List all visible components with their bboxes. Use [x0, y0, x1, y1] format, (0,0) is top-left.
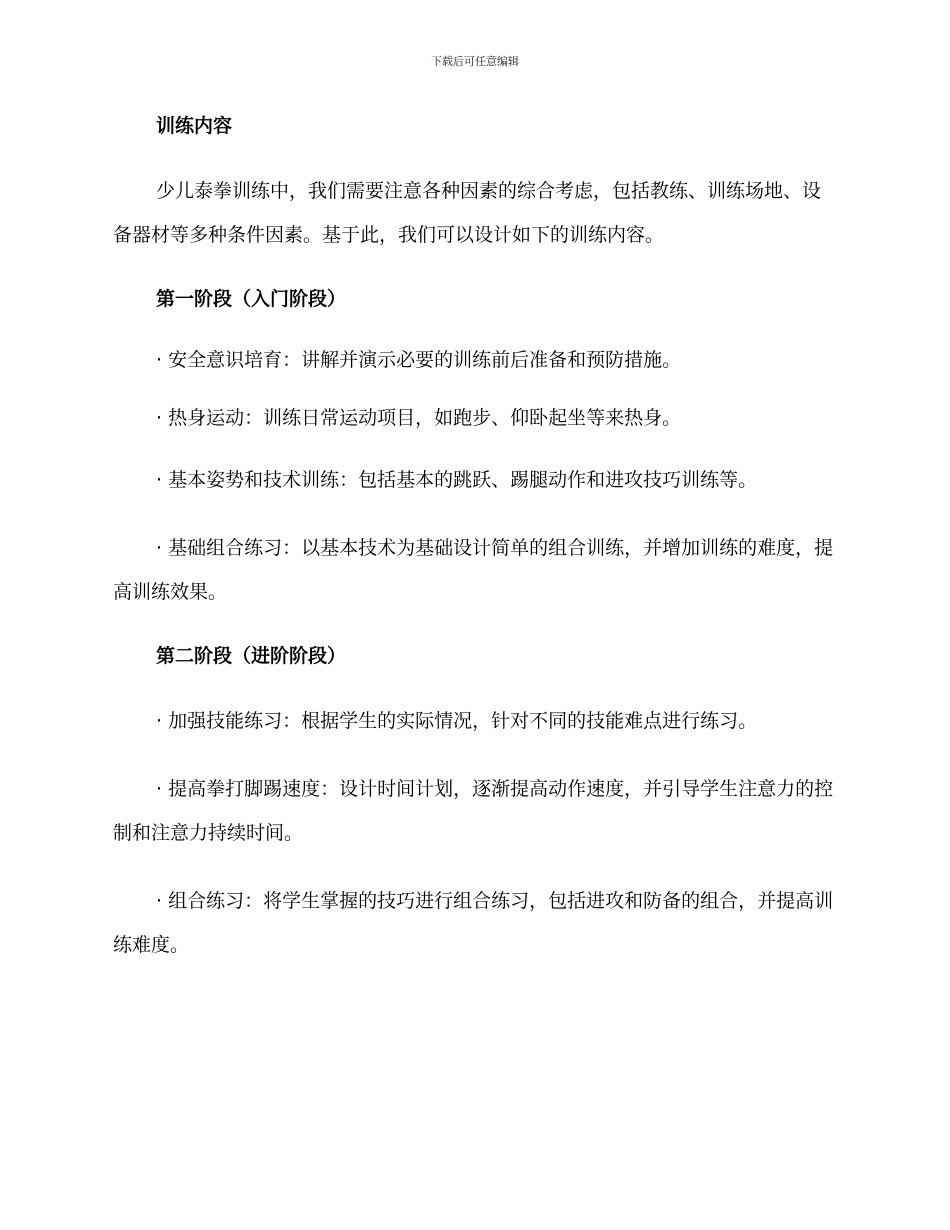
- document-body: [113, 108, 835, 991]
- stage1-item: · 基础组合练习：以基本技术为基础设计简单的组合训练，并增加训练的难度，提高训练效果。: [113, 537, 834, 603]
- header-note: 下载后可任意编辑: [431, 55, 519, 68]
- intro-paragraph: 少儿泰拳训练中，我们需要注意各种因素的综合考虑，包括教练、训练场地、设备器材等多种条件因素。基于此，我们可以设计如下的训练内容。: [113, 180, 822, 246]
- stage2-heading: 第二阶段（进阶阶段）: [156, 645, 347, 667]
- stage1-item: · 安全意识培育：讲解并演示必要的训练前后准备和预防措施。: [156, 349, 682, 371]
- stage2-item: · 提高拳打脚踢速度：设计时间计划，逐渐提高动作速度，并引导学生注意力的控制和注意力持续时间。: [113, 778, 834, 844]
- stage2-item: · 加强技能练习：根据学生的实际情况，针对不同的技能难点进行练习。: [156, 710, 758, 732]
- stage1-heading: 第一阶段（入门阶段）: [156, 288, 347, 310]
- stage1-item: · 基本姿势和技术训练：包括基本的跳跃、踢腿动作和进攻技巧训练等。: [156, 469, 758, 491]
- section-title: 训练内容: [156, 115, 233, 137]
- stage1-item: · 热身运动：训练日常运动项目，如跑步、仰卧起坐等来热身。: [156, 407, 682, 429]
- stage2-item: · 组合练习：将学生掌握的技巧进行组合练习，包括进攻和防备的组合，并提高训练难度。: [113, 890, 834, 956]
